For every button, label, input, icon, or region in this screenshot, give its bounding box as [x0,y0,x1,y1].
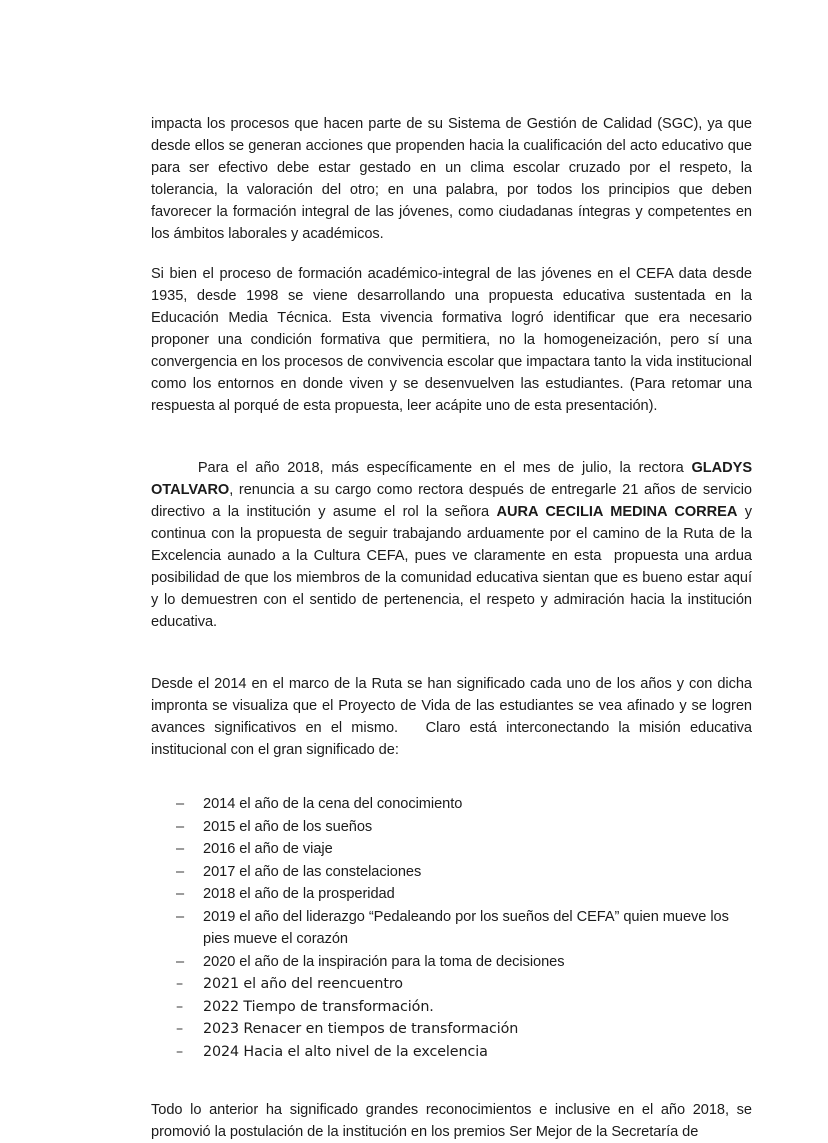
paragraph-sgc-quality-system: impacta los procesos que hacen parte de su Sistema de Gestión de Calidad (SGC), ya que desde ellos se generan acciones que propenden hacia la cualificación del acto educativo que para ser efectivo debe estar gestado en un clima escolar cruzado por el respeto, la tolerancia, la valoración del otro; en una palabra, por todos los principios que deben favorecer la formación integral de las jóvenes, como ciudadanas íntegras y competentes en los ámbitos laborales y académicos. [151,116,757,242]
dash-bullet-icon: – [176,1021,184,1037]
list-item-label: 2023 Renacer en tiempos de transformación [203,1021,519,1037]
list-item-label: 2021 el año del reencuentro [203,976,403,992]
dash-bullet-icon: – [176,886,185,902]
dash-bullet-icon: – [176,953,185,970]
list-item-label: 2019 el año del liderazgo “Pedaleando por los sueños del CEFA” quien mueve los pies mueve el corazón [203,908,729,947]
list-item [151,838,752,861]
list-item [151,793,752,816]
list-item-label: 2016 el año de viaje [203,841,333,857]
dash-bullet-icon: – [176,863,185,880]
list-item-label: 2015 el año de los sueños [203,818,373,835]
dash-bullet-icon: – [176,1043,184,1060]
paragraph-ruta-2014-intro: Desde el 2014 en el marco de la Ruta se han significado cada uno de los años y con dicha impronta se visualiza que el Proyecto de Vida de las estudiantes se vea afinado y se logren avances significativos en el mismo. Claro está interconectando la misión educativa institucional con el gran significado de: [151,676,757,758]
list-item-label: 2024 Hacia el alto nivel de la excelencia [203,1043,488,1060]
list-top-spacer [151,779,752,793]
paragraph-run-tail: y continua con la propuesta de seguir trabajando arduamente por el camino de la Ruta de la Excelencia aunado a la Cultura CEFA, pues ve claramente en esta propuesta una ardua posibilidad de que los miembros de la comunidad educativa sientan que es bueno estar aquí y lo demuestren con el sentido de pertenencia, el respeto y admiración hacia la institución educativa. [151,504,757,630]
list-item [151,883,752,906]
list-item-label: 2022 Tiempo de transformación. [203,998,434,1015]
list-item [151,861,752,884]
list-item-label: 2014 el año de la cena del conocimiento [203,796,463,812]
list-item-label: 2018 el año de la prosperidad [203,886,395,902]
rectora-name-gladys-otalvaro: GLADYS OTALVARO [151,460,757,498]
rectora-name-aura-cecilia-medina-correa: AURA CECILIA MEDINA CORREA [496,504,738,520]
paragraph-rectoras-2018 [151,435,757,655]
list-bottom-spacer [151,1063,752,1099]
list-item-label: 2020 el año de la inspiración para la toma de decisiones [203,953,565,970]
list-item [151,906,752,951]
text-column [151,113,757,1143]
list-item [151,1018,752,1041]
paragraph-run-intro: Para el año 2018, más específicamente en el mes de julio, la rectora [197,460,692,476]
list-item [151,1041,752,1064]
dash-bullet-icon: – [176,976,184,992]
dash-bullet-icon: – [176,818,185,835]
dash-bullet-icon: – [176,841,185,857]
list-item [151,816,752,839]
list-item [151,973,752,996]
dash-bullet-icon: – [176,908,185,925]
paragraph-reconocimientos-ser-mejor: Todo lo anterior ha significado grandes reconocimientos e inclusive en el año 2018, se promovió la postulación de la institución en los premios Ser Mejor de la Secretaría de [151,1102,757,1140]
paragraph-run-middle: , renuncia a su cargo como rectora después de entregarle 21 años de servicio directivo a la institución y asume el rol la señora [151,482,757,520]
list-item [151,996,752,1019]
list-item-label: 2017 el año de las constelaciones [203,863,422,880]
dash-bullet-icon: – [176,796,185,812]
dash-bullet-icon: – [176,998,184,1015]
list-item [151,951,752,974]
paragraph-cefa-history: Si bien el proceso de formación académico-integral de las jóvenes en el CEFA data desde 1935, desde 1998 se viene desarrollando una propuesta educativa sustentada en la Educación Media Técnica. Esta vivencia formativa logró identificar que era necesario proponer una condición formativa que permitiera, no la homogeneización, pero sí una convergencia en los procesos de convivencia escolar que impactara tanto la vida institucional como los entornos en donde viven y se desenvuelven las estudiantes. (Para retomar una respuesta al porqué de esta propuesta, leer acápite uno de esta presentación). [151,266,757,414]
year-significance-list [151,793,752,1063]
